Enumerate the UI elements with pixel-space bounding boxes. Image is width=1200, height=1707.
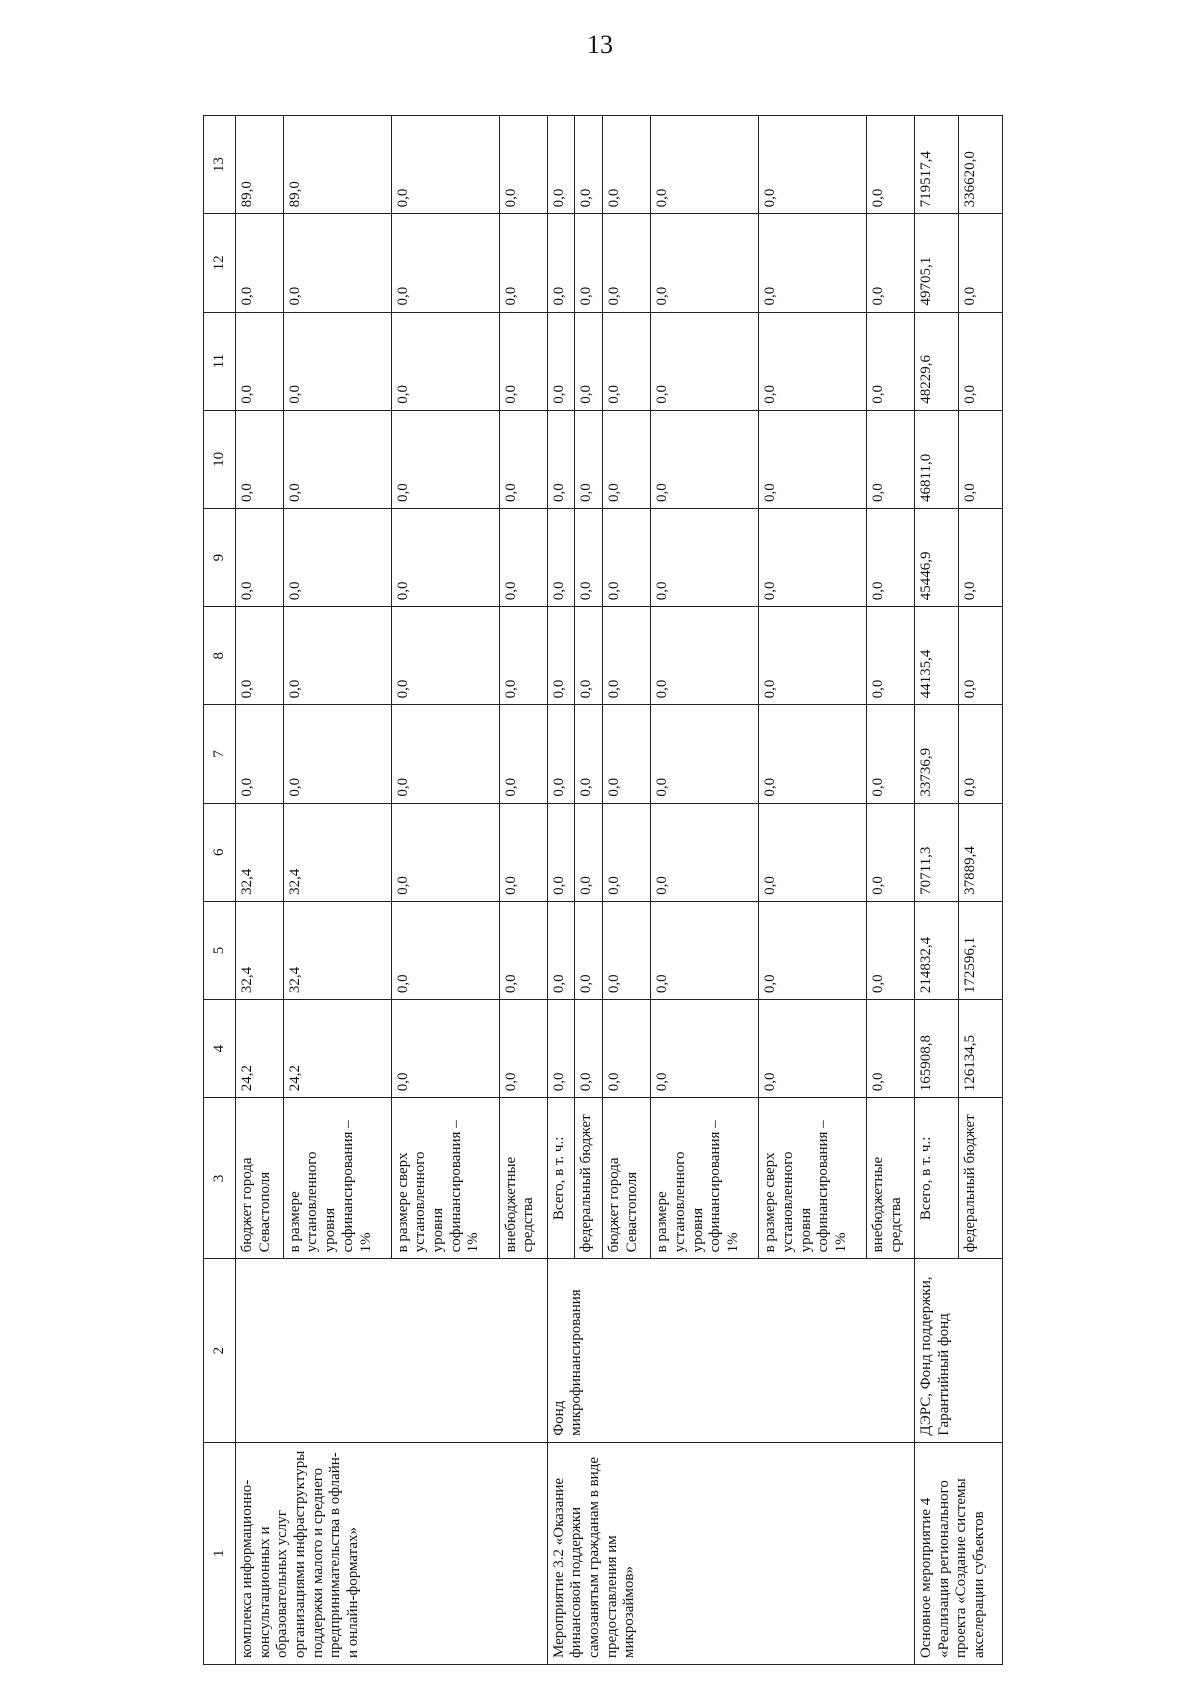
value-cell: 0,0 xyxy=(759,1000,867,1098)
executor-cell: ДЭРС, Фонд поддержки, Гарантийный фонд xyxy=(914,1259,1002,1442)
value-cell: 0,0 xyxy=(499,214,547,312)
value-cell: 0,0 xyxy=(867,803,915,901)
value-cell: 0,0 xyxy=(603,312,651,410)
value-cell: 0,0 xyxy=(867,116,915,214)
value-cell: 0,0 xyxy=(575,901,603,999)
value-cell: 0,0 xyxy=(603,607,651,705)
header-cell: 9 xyxy=(204,508,236,606)
value-cell: 0,0 xyxy=(759,116,867,214)
value-cell: 0,0 xyxy=(499,607,547,705)
funding-source-cell: федеральный бюджет xyxy=(575,1098,603,1259)
value-cell: 0,0 xyxy=(391,410,499,508)
value-cell: 0,0 xyxy=(547,607,575,705)
header-cell: 12 xyxy=(204,214,236,312)
value-cell: 89,0 xyxy=(283,116,391,214)
value-cell: 0,0 xyxy=(547,508,575,606)
value-cell: 0,0 xyxy=(603,803,651,901)
value-cell: 0,0 xyxy=(759,901,867,999)
value-cell: 0,0 xyxy=(547,312,575,410)
value-cell: 0,0 xyxy=(759,705,867,803)
value-cell: 0,0 xyxy=(867,312,915,410)
value-cell: 48229,6 xyxy=(914,312,958,410)
value-cell: 24,2 xyxy=(283,1000,391,1098)
value-cell: 0,0 xyxy=(391,214,499,312)
value-cell: 0,0 xyxy=(651,705,759,803)
page-number: 13 xyxy=(587,30,613,59)
value-cell: 0,0 xyxy=(499,803,547,901)
header-cell: 2 xyxy=(204,1259,236,1442)
value-cell: 0,0 xyxy=(547,410,575,508)
value-cell: 49705,1 xyxy=(914,214,958,312)
value-cell: 0,0 xyxy=(575,1000,603,1098)
value-cell: 172596,1 xyxy=(958,901,1002,999)
value-cell: 0,0 xyxy=(575,508,603,606)
value-cell: 0,0 xyxy=(575,705,603,803)
funding-source-cell: в размере установленного уровня софинансирования – 1% xyxy=(651,1098,759,1259)
table-row xyxy=(547,116,575,1665)
value-cell: 0,0 xyxy=(499,901,547,999)
value-cell: 0,0 xyxy=(651,410,759,508)
header-cell: 4 xyxy=(204,1000,236,1098)
value-cell: 126134,5 xyxy=(958,1000,1002,1098)
budget-table-rotated xyxy=(203,115,1003,1665)
value-cell: 0,0 xyxy=(958,705,1002,803)
value-cell: 0,0 xyxy=(958,607,1002,705)
value-cell: 32,4 xyxy=(235,803,283,901)
value-cell: 0,0 xyxy=(575,803,603,901)
value-cell: 32,4 xyxy=(235,901,283,999)
value-cell: 0,0 xyxy=(235,214,283,312)
value-cell: 0,0 xyxy=(651,508,759,606)
activity-name-cell: Мероприятие 3.2 «Оказание финансовой поддержки самозанятым гражданам в виде предоставления им микрозаймов» xyxy=(547,1442,914,1664)
executor-cell: Фонд микрофинансирования xyxy=(547,1259,914,1442)
value-cell: 0,0 xyxy=(235,312,283,410)
value-cell: 0,0 xyxy=(547,214,575,312)
value-cell: 0,0 xyxy=(759,803,867,901)
value-cell: 0,0 xyxy=(603,410,651,508)
value-cell: 0,0 xyxy=(547,901,575,999)
value-cell: 0,0 xyxy=(759,312,867,410)
value-cell: 0,0 xyxy=(391,312,499,410)
funding-source-cell: внебюджетные средства xyxy=(867,1098,915,1259)
value-cell: 0,0 xyxy=(235,705,283,803)
value-cell: 70711,3 xyxy=(914,803,958,901)
table-row xyxy=(914,116,958,1665)
header-cell: 1 xyxy=(204,1442,236,1664)
value-cell: 0,0 xyxy=(958,214,1002,312)
value-cell: 719517,4 xyxy=(914,116,958,214)
value-cell: 0,0 xyxy=(651,214,759,312)
value-cell: 0,0 xyxy=(603,508,651,606)
funding-source-cell: бюджет города Севастополя xyxy=(235,1098,283,1259)
value-cell: 0,0 xyxy=(283,312,391,410)
value-cell: 45446,9 xyxy=(914,508,958,606)
value-cell: 0,0 xyxy=(958,410,1002,508)
value-cell: 0,0 xyxy=(575,312,603,410)
value-cell: 0,0 xyxy=(391,116,499,214)
table-row xyxy=(235,116,283,1665)
value-cell: 0,0 xyxy=(235,508,283,606)
value-cell: 37889,4 xyxy=(958,803,1002,901)
value-cell: 89,0 xyxy=(235,116,283,214)
value-cell: 0,0 xyxy=(603,214,651,312)
value-cell: 46811,0 xyxy=(914,410,958,508)
funding-source-cell: в размере установленного уровня софинансирования – 1% xyxy=(283,1098,391,1259)
value-cell: 0,0 xyxy=(575,410,603,508)
value-cell: 0,0 xyxy=(391,607,499,705)
value-cell: 0,0 xyxy=(603,116,651,214)
value-cell: 24,2 xyxy=(235,1000,283,1098)
value-cell: 0,0 xyxy=(603,705,651,803)
value-cell: 0,0 xyxy=(283,607,391,705)
executor-cell xyxy=(235,1259,547,1442)
value-cell: 33736,9 xyxy=(914,705,958,803)
value-cell: 0,0 xyxy=(499,410,547,508)
value-cell: 0,0 xyxy=(867,607,915,705)
value-cell: 0,0 xyxy=(575,607,603,705)
funding-source-cell: Всего, в т. ч.: xyxy=(914,1098,958,1259)
value-cell: 0,0 xyxy=(547,803,575,901)
funding-source-cell: бюджет города Севастополя xyxy=(603,1098,651,1259)
value-cell: 0,0 xyxy=(651,1000,759,1098)
funding-source-cell: в размере сверх установленного уровня софинансирования – 1% xyxy=(759,1098,867,1259)
header-cell: 8 xyxy=(204,607,236,705)
value-cell: 0,0 xyxy=(391,1000,499,1098)
value-cell: 0,0 xyxy=(867,508,915,606)
value-cell: 0,0 xyxy=(575,214,603,312)
value-cell: 0,0 xyxy=(651,901,759,999)
funding-source-cell: внебюджетные средства xyxy=(499,1098,547,1259)
activity-name-cell: Основное мероприятие 4 «Реализация регионального проекта «Создание системы акселерации субъектов xyxy=(914,1442,1002,1664)
value-cell: 0,0 xyxy=(759,410,867,508)
header-row xyxy=(204,116,236,1665)
value-cell: 0,0 xyxy=(391,705,499,803)
value-cell: 0,0 xyxy=(235,607,283,705)
value-cell: 0,0 xyxy=(958,312,1002,410)
value-cell: 0,0 xyxy=(651,803,759,901)
budget-table xyxy=(203,115,1003,1665)
value-cell: 44135,4 xyxy=(914,607,958,705)
value-cell: 0,0 xyxy=(651,312,759,410)
value-cell: 214832,4 xyxy=(914,901,958,999)
value-cell: 0,0 xyxy=(575,116,603,214)
value-cell: 0,0 xyxy=(391,508,499,606)
value-cell: 0,0 xyxy=(499,508,547,606)
value-cell: 0,0 xyxy=(603,901,651,999)
value-cell: 0,0 xyxy=(499,705,547,803)
header-cell: 6 xyxy=(204,803,236,901)
header-cell: 3 xyxy=(204,1098,236,1259)
value-cell: 0,0 xyxy=(547,116,575,214)
funding-source-cell: федеральный бюджет xyxy=(958,1098,1002,1259)
value-cell: 336620,0 xyxy=(958,116,1002,214)
value-cell: 0,0 xyxy=(759,508,867,606)
header-cell: 10 xyxy=(204,410,236,508)
value-cell: 0,0 xyxy=(867,1000,915,1098)
header-cell: 7 xyxy=(204,705,236,803)
value-cell: 0,0 xyxy=(651,116,759,214)
value-cell: 165908,8 xyxy=(914,1000,958,1098)
value-cell: 32,4 xyxy=(283,803,391,901)
value-cell: 0,0 xyxy=(651,607,759,705)
activity-name-cell: комплекса информационно-консультационных и образовательных услуг организациями инфраструктуры поддержки малого и среднего предпринимательства в офлайн- и онлайн-форматах» xyxy=(235,1442,547,1664)
header-cell: 13 xyxy=(204,116,236,214)
value-cell: 0,0 xyxy=(499,116,547,214)
value-cell: 0,0 xyxy=(867,705,915,803)
value-cell: 0,0 xyxy=(283,705,391,803)
value-cell: 0,0 xyxy=(547,705,575,803)
value-cell: 0,0 xyxy=(391,803,499,901)
value-cell: 0,0 xyxy=(867,214,915,312)
value-cell: 0,0 xyxy=(547,1000,575,1098)
value-cell: 0,0 xyxy=(283,214,391,312)
value-cell: 0,0 xyxy=(603,1000,651,1098)
value-cell: 0,0 xyxy=(283,508,391,606)
table-body xyxy=(235,116,1002,1665)
value-cell: 0,0 xyxy=(759,607,867,705)
header-cell: 5 xyxy=(204,901,236,999)
funding-source-cell: Всего, в т. ч.: xyxy=(547,1098,575,1259)
value-cell: 0,0 xyxy=(235,410,283,508)
value-cell: 0,0 xyxy=(958,508,1002,606)
value-cell: 0,0 xyxy=(759,214,867,312)
value-cell: 0,0 xyxy=(867,901,915,999)
value-cell: 32,4 xyxy=(283,901,391,999)
value-cell: 0,0 xyxy=(499,312,547,410)
value-cell: 0,0 xyxy=(283,410,391,508)
value-cell: 0,0 xyxy=(391,901,499,999)
funding-source-cell: в размере сверх установленного уровня софинансирования – 1% xyxy=(391,1098,499,1259)
value-cell: 0,0 xyxy=(499,1000,547,1098)
header-cell: 11 xyxy=(204,312,236,410)
value-cell: 0,0 xyxy=(867,410,915,508)
